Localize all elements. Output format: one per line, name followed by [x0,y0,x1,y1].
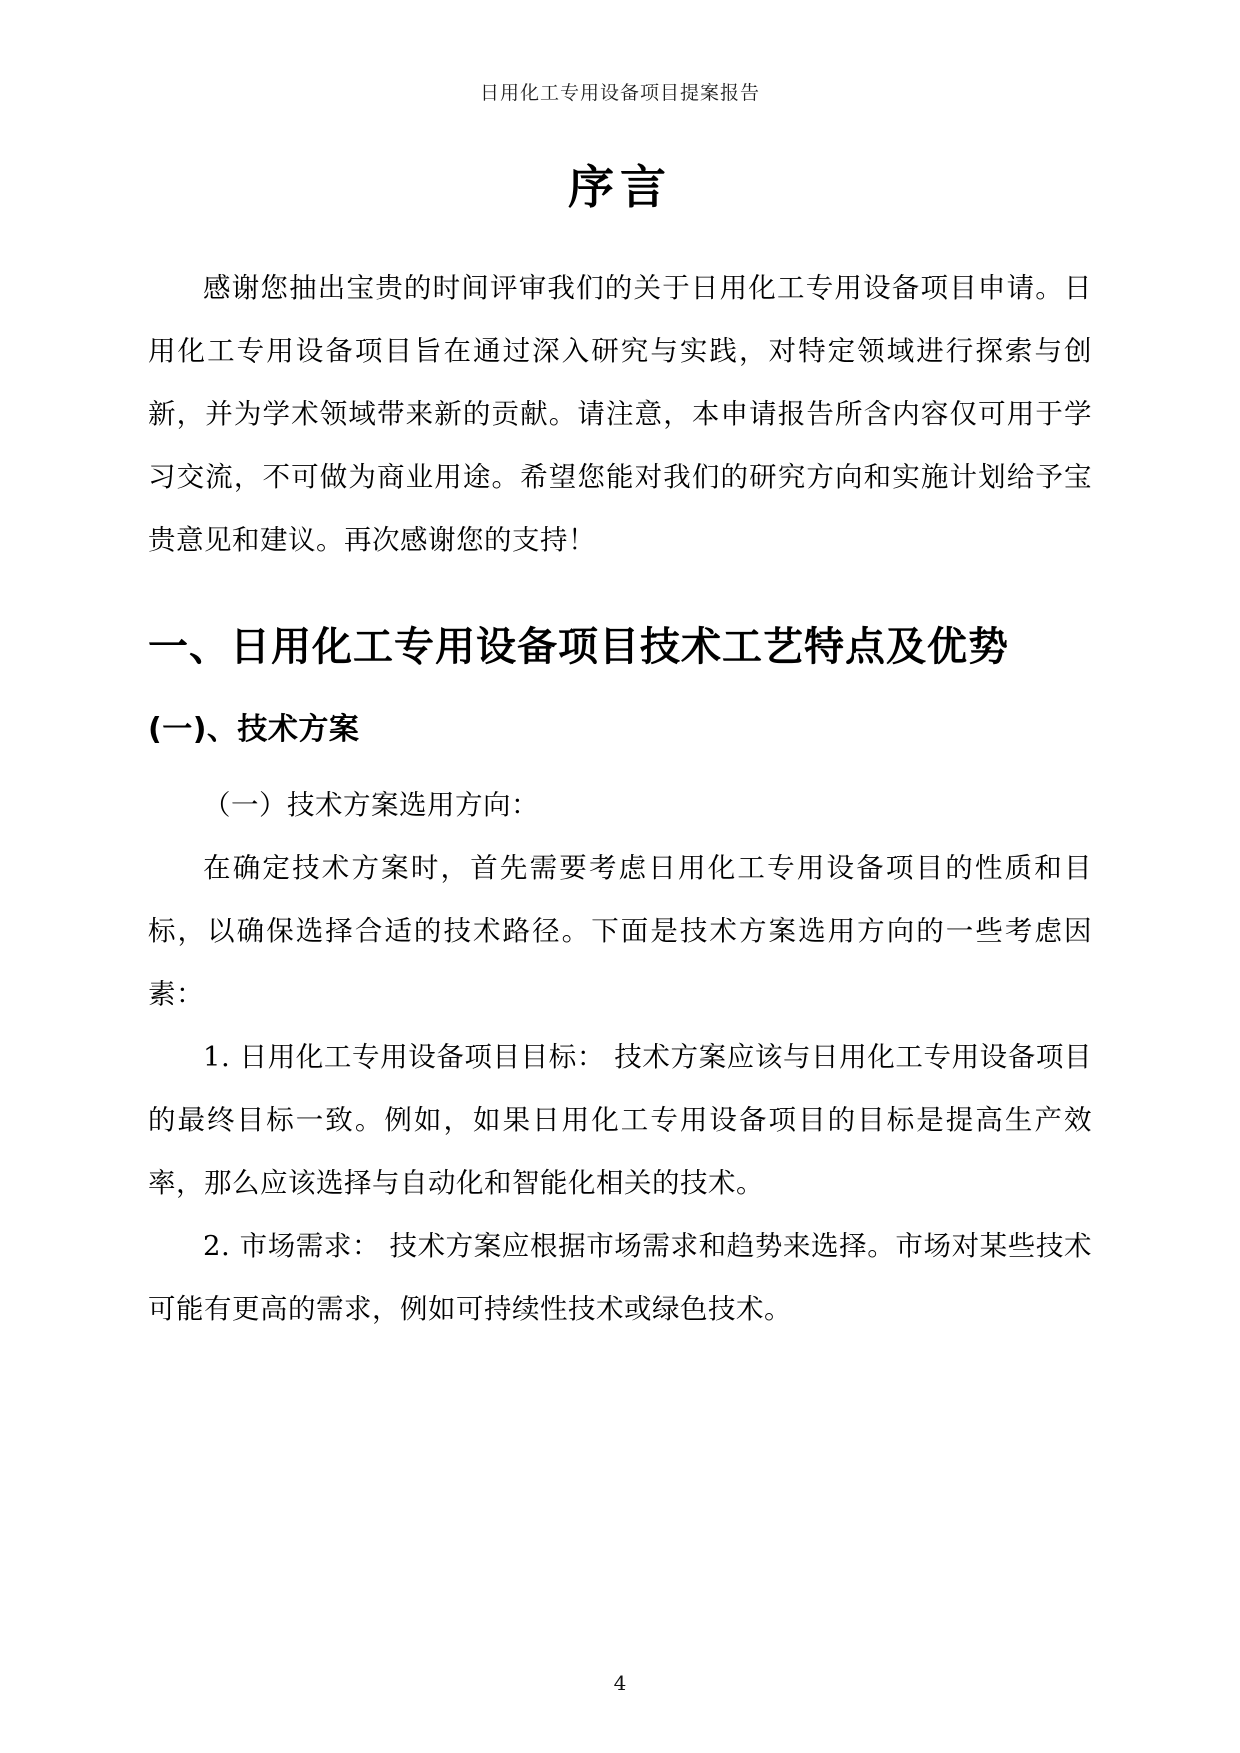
paragraph: （一）技术方案选用方向： [203,789,539,821]
running-header: 日用化工专用设备项目提案报告 [479,82,760,104]
section-heading: 一、日用化工专用设备项目技术工艺特点及优势 [148,624,1009,670]
subsection-heading: (一)、技术方案 [148,712,360,747]
preface-paragraph: 感谢您抽出宝贵的时间评审我们的关于日用化工专用设备项目申请。日用化工专用设备项目旨在通过深入研究与实践，对特定领域进行探索与创新，并为学术领域带来新的贡献。请注意，本申请报告所含内容仅可用于学习交流，不可做为商业用途。希望您能对我们的研究方向和实施计划给予宝贵意见和建议。再次感谢您的支持！ [148,272,1092,556]
paragraph: 2. 市场需求： 技术方案应根据市场需求和趋势来选择。市场对某些技术可能有更高的需求，例如可持续性技术或绿色技术。 [148,1230,1092,1325]
page-title: 序言 [568,160,672,214]
page-number: 4 [613,1671,627,1695]
body-section [148,774,1092,1341]
paragraph: 在确定技术方案时，首先需要考虑日用化工专用设备项目的性质和目标，以确保选择合适的技术路径。下面是技术方案选用方向的一些考虑因素： [148,852,1092,1010]
preface-section [148,257,1092,572]
paragraph: 1. 日用化工专用设备项目目标： 技术方案应该与日用化工专用设备项目的最终目标一致。例如，如果日用化工专用设备项目的目标是提高生产效率，那么应该选择与自动化和智能化相关的技术。 [148,1041,1092,1199]
